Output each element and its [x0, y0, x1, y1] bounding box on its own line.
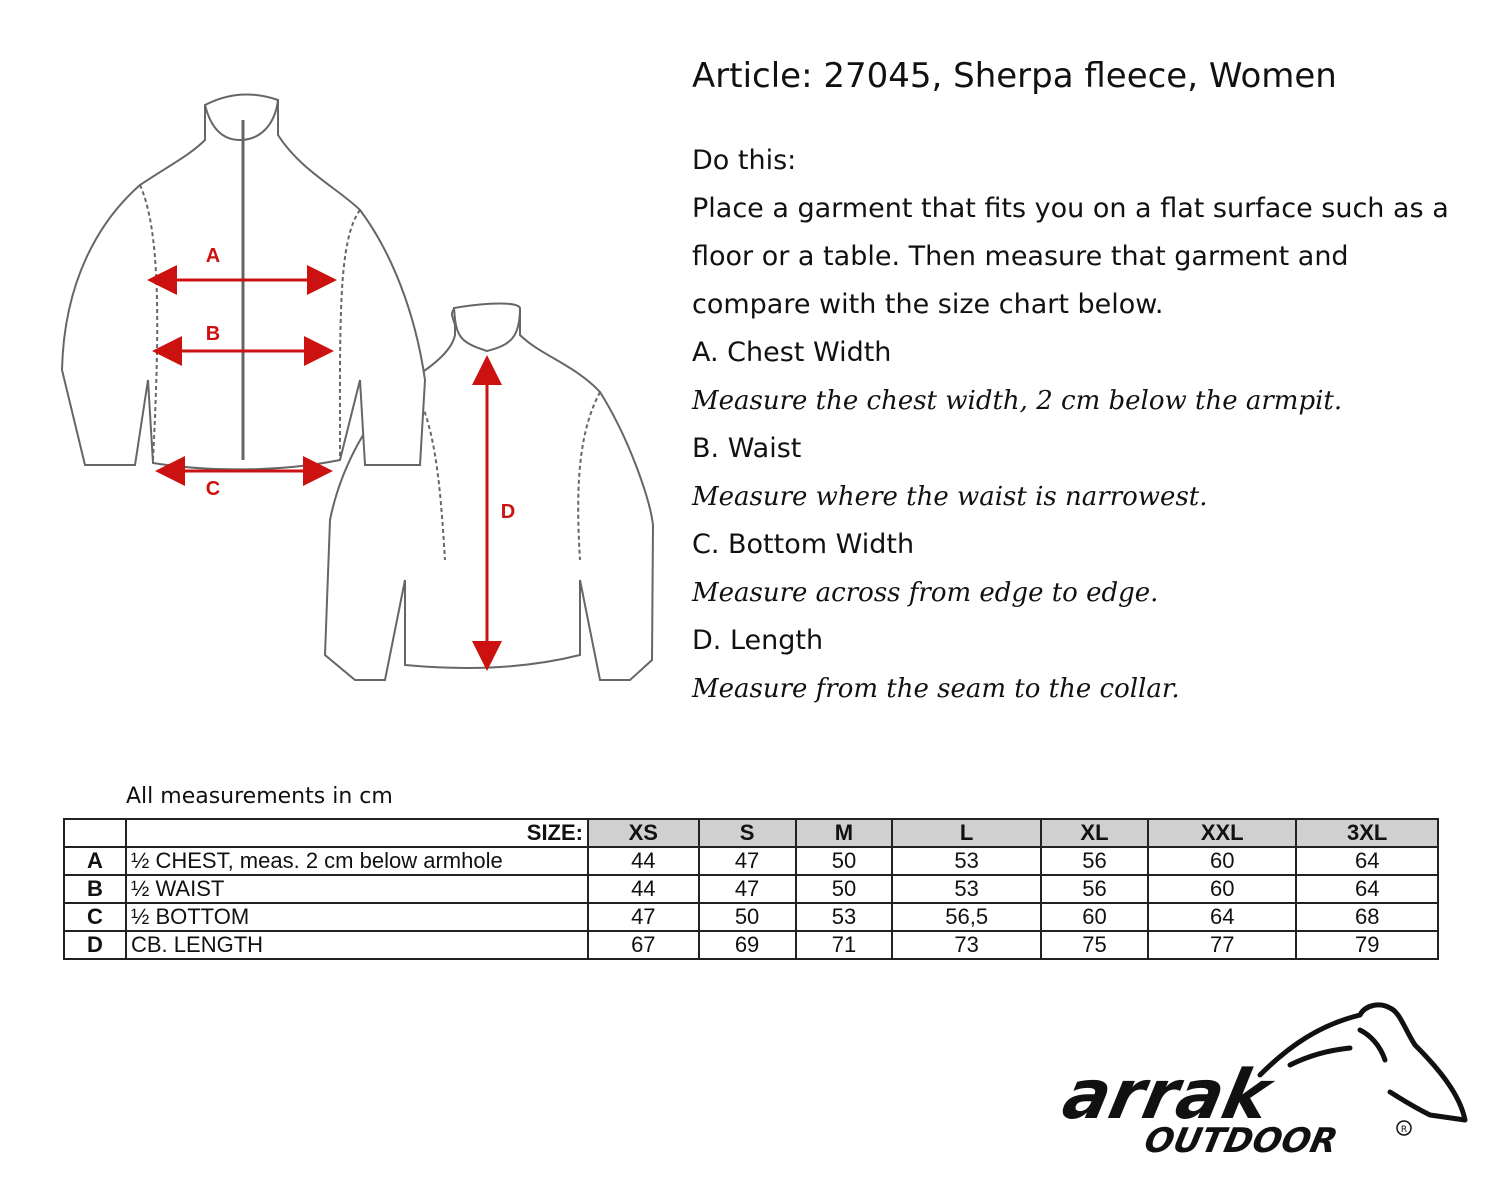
- table-cell: 47: [588, 903, 699, 931]
- table-cell: 71: [796, 931, 893, 959]
- table-cell: 44: [588, 847, 699, 875]
- size-header-label: SIZE:: [126, 819, 588, 847]
- label-a: A: [205, 245, 221, 267]
- registered-mark: R: [1400, 1125, 1408, 1135]
- table-cell: 64: [1148, 903, 1296, 931]
- row-label: ½ WAIST: [126, 875, 588, 903]
- row-key: D: [64, 931, 126, 959]
- size-header: L: [892, 819, 1040, 847]
- dog-head-icon: [1260, 1005, 1465, 1120]
- row-label: ½ CHEST, meas. 2 cm below armhole: [126, 847, 588, 875]
- table-cell: 69: [699, 931, 796, 959]
- row-key: B: [64, 875, 126, 903]
- table-cell: 50: [699, 903, 796, 931]
- logo-wordmark: arrak: [1056, 1055, 1278, 1135]
- table-cell: 67: [588, 931, 699, 959]
- table-cell: 79: [1296, 931, 1438, 959]
- instructions-paragraph: Place a garment that fits you on a flat surface such as a floor or a table. Then measure that garment and compare with the size chart below.: [692, 192, 1449, 320]
- arrak-outdoor-logo: [1056, 1000, 1470, 1161]
- logo-subtitle: OUTDOOR: [1140, 1121, 1342, 1161]
- size-header: XS: [588, 819, 699, 847]
- instructions-panel: [692, 56, 1472, 713]
- table-cell: 60: [1041, 903, 1148, 931]
- row-label: CB. LENGTH: [126, 931, 588, 959]
- table-cell: 44: [588, 875, 699, 903]
- size-header: S: [699, 819, 796, 847]
- row-key: A: [64, 847, 126, 875]
- jacket-front-view: [62, 95, 425, 470]
- table-cell: 53: [892, 847, 1040, 875]
- table-cell: 47: [699, 875, 796, 903]
- table-cell: 56,5: [892, 903, 1040, 931]
- label-c: C: [205, 478, 221, 500]
- table-cell: 64: [1296, 847, 1438, 875]
- section-b-heading: B. Waist: [692, 432, 802, 464]
- size-header: XL: [1041, 819, 1148, 847]
- table-cell: 50: [796, 847, 893, 875]
- table-cell: 53: [796, 903, 893, 931]
- table-cell: 64: [1296, 875, 1438, 903]
- table-row: [64, 903, 1438, 931]
- article-title: Article: 27045, Sherpa fleece, Women: [692, 56, 1337, 96]
- table-cell: 56: [1041, 847, 1148, 875]
- section-d-desc: Measure from the seam to the collar.: [692, 673, 1180, 704]
- size-header: M: [796, 819, 893, 847]
- table-cell: 75: [1041, 931, 1148, 959]
- section-a-heading: A. Chest Width: [692, 336, 892, 368]
- section-c-desc: Measure across from edge to edge.: [692, 577, 1159, 608]
- table-cell: 68: [1296, 903, 1438, 931]
- size-header: 3XL: [1296, 819, 1438, 847]
- label-d: D: [500, 501, 516, 523]
- table-cell: 50: [796, 875, 893, 903]
- table-cell: 60: [1148, 847, 1296, 875]
- section-d-heading: D. Length: [692, 624, 824, 656]
- table-cell: 56: [1041, 875, 1148, 903]
- jacket-measurement-diagram: [40, 80, 680, 700]
- table-row: [64, 847, 1438, 875]
- header-blank-cell: [64, 819, 126, 847]
- row-key: C: [64, 903, 126, 931]
- table-cell: 47: [699, 847, 796, 875]
- section-c-heading: C. Bottom Width: [692, 528, 915, 560]
- table-cell: 73: [892, 931, 1040, 959]
- size-chart-table: [63, 818, 1439, 960]
- do-this-heading: Do this:: [692, 144, 797, 176]
- row-label: ½ BOTTOM: [126, 903, 588, 931]
- size-header: XXL: [1148, 819, 1296, 847]
- table-cell: 53: [892, 875, 1040, 903]
- measurements-note: All measurements in cm: [126, 784, 393, 809]
- table-cell: 60: [1148, 875, 1296, 903]
- section-a-desc: Measure the chest width, 2 cm below the armpit.: [692, 385, 1343, 416]
- table-cell: 77: [1148, 931, 1296, 959]
- label-b: B: [205, 323, 221, 345]
- table-row: [64, 875, 1438, 903]
- table-row: [64, 931, 1438, 959]
- table-header-row: [64, 819, 1438, 847]
- section-b-desc: Measure where the waist is narrowest.: [692, 481, 1208, 512]
